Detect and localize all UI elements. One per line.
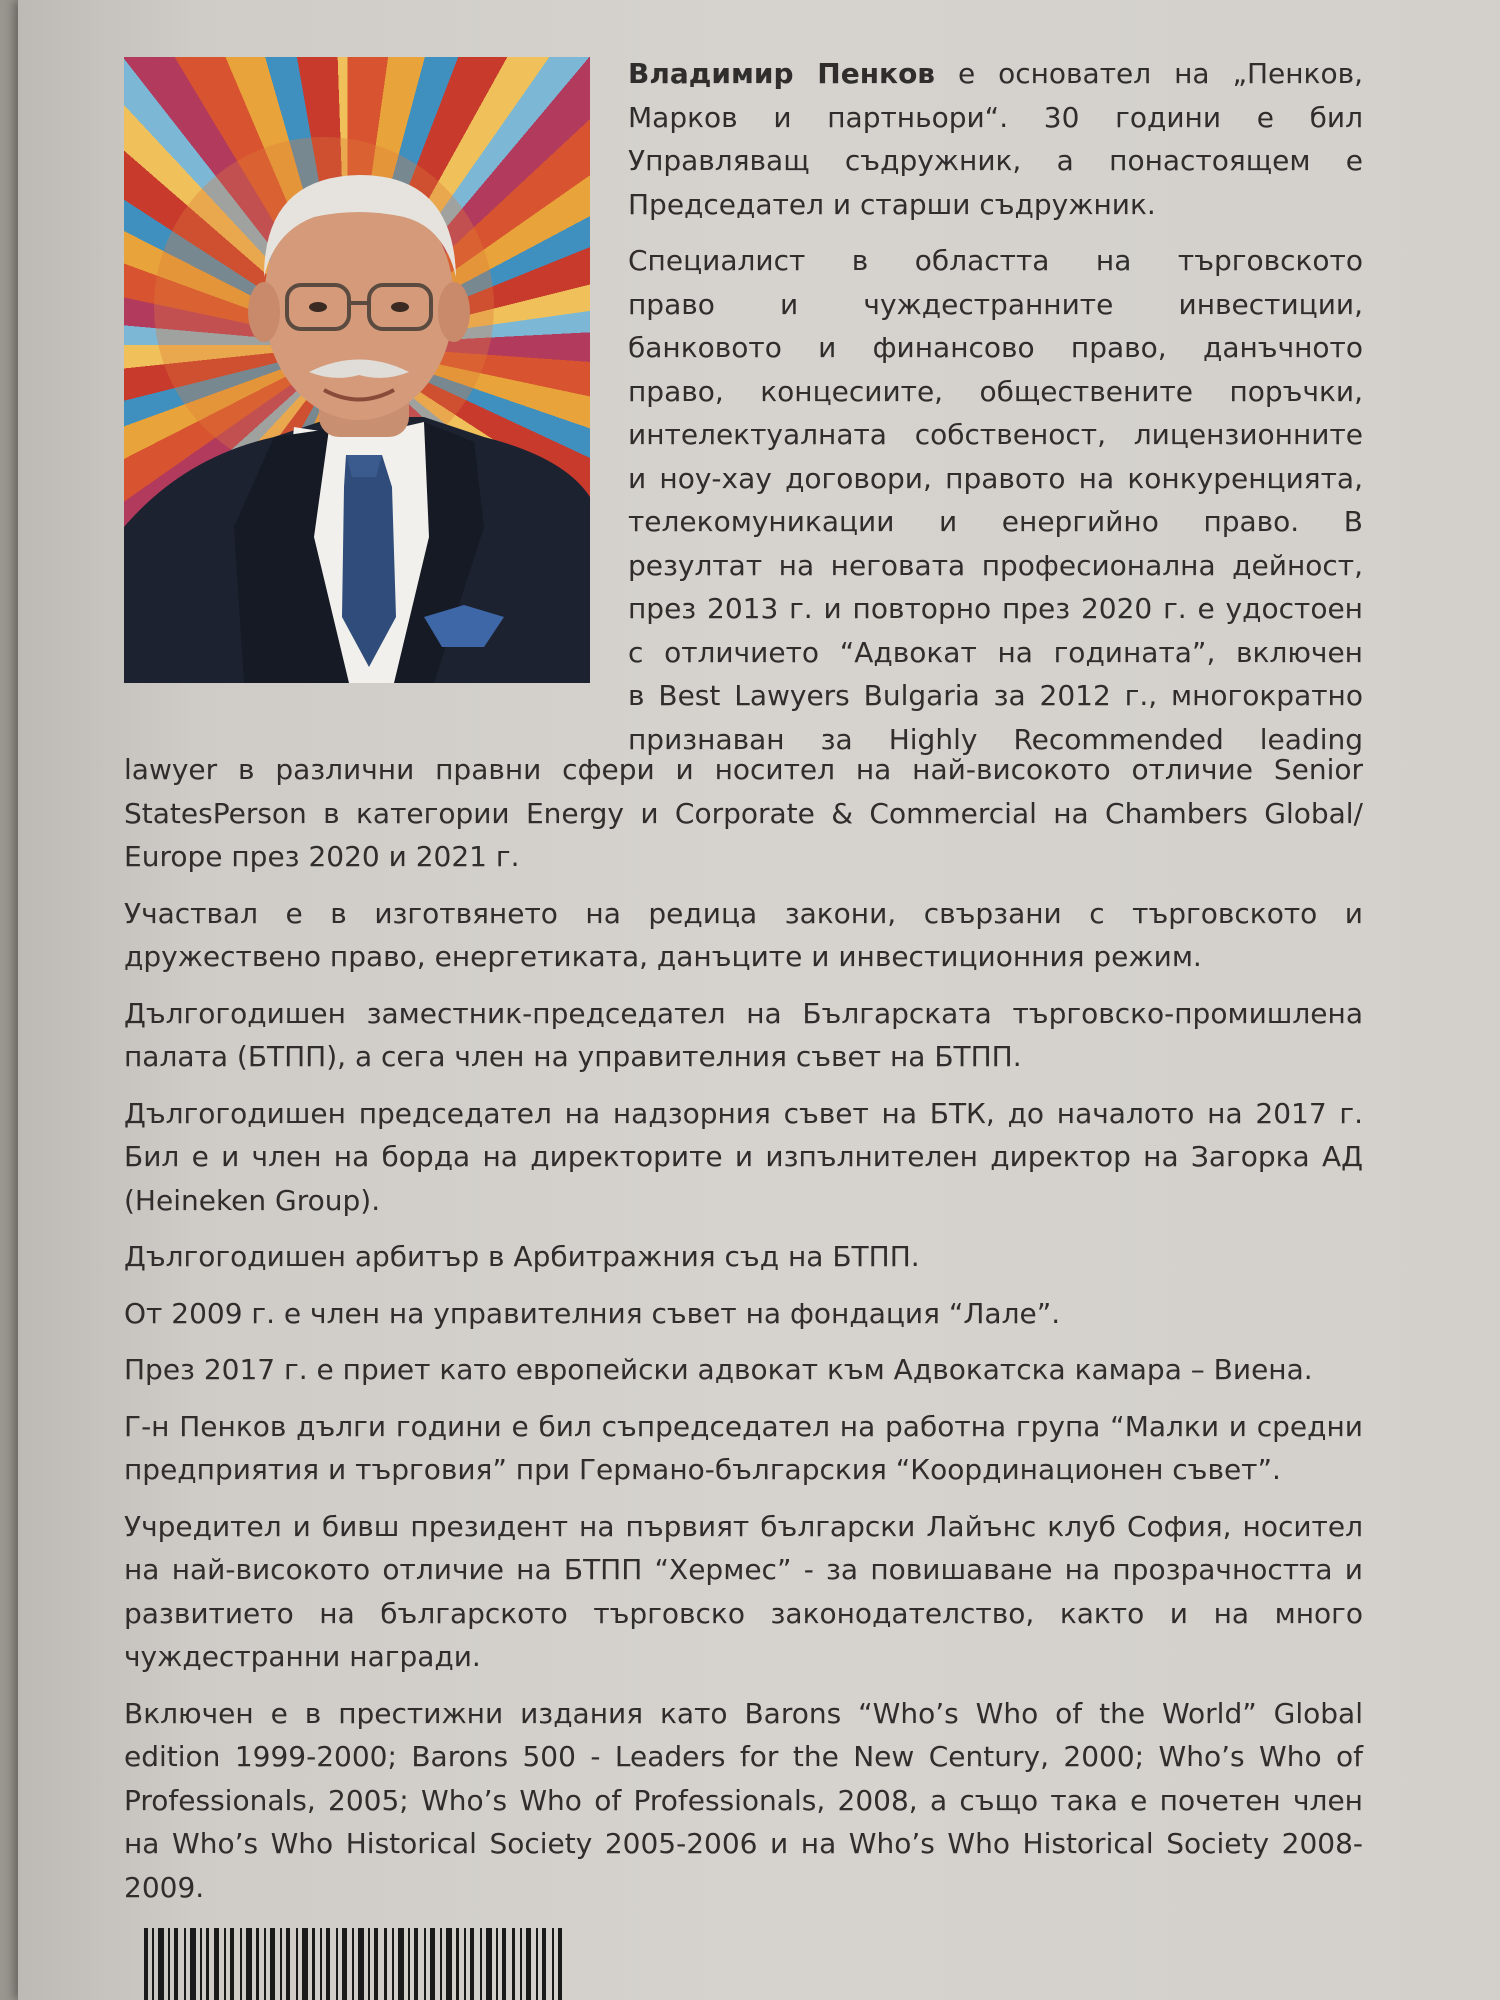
paragraph-working-group: Г-н Пенков дълги години е бил съпредседател на работна група “Малки и средни предприятия и търговия” при Германо-българския “Координационен съвет”. xyxy=(124,1409,1363,1486)
specialist-line: право, концесиите, обществените поръчки, xyxy=(628,374,1363,408)
barcode xyxy=(144,1928,564,2000)
specialist-line: телекомуникации и енергийно право. В xyxy=(628,505,1363,538)
specialist-line: и ноу-хау договори, правото на конкуренцията, xyxy=(628,461,1363,495)
specialist-paragraph xyxy=(628,239,1363,761)
body-text xyxy=(124,748,1363,1922)
paragraph-btpp: Дългогодишен заместник-председател на Българската търговско-промишлена палата (БТПП), а сега член на управителния съвет на БТПП. xyxy=(124,996,1363,1073)
specialist-line: Специалист в областта на търговското xyxy=(628,244,1363,277)
specialist-line: в Best Lawyers Bulgaria за 2012 г., многократно xyxy=(628,679,1363,712)
intro-column xyxy=(628,52,1363,761)
specialist-line: банковото и финансово право, данъчното xyxy=(628,331,1363,364)
paragraph-foundation: От 2009 г. е член на управителния съвет на фондация “Лале”. xyxy=(124,1296,1061,1330)
book-back-cover xyxy=(18,0,1500,2000)
portrait-photo xyxy=(124,57,590,683)
specialist-line: признаван за Highly Recommended leading xyxy=(628,722,1363,756)
paragraph-whos-who: Включен е в престижни издания като Barons “Who’s Who of the World” Global edition 1999-2000; Barons 500 - Leaders for the New Century, 2000; Who’s Who of Professionals, 2005; Who’s Who of Professionals, 2008, а също така е почетен член на Who’s Who Historical Society 2005-2006 и на Who’s Who Historical Society 2008-2009. xyxy=(124,1696,1363,1904)
author-name: Владимир Пенков xyxy=(628,57,936,90)
specialist-line: право и чуждестранните инвестиции, xyxy=(628,287,1363,321)
specialist-line: интелектуалната собственост, лицензионните xyxy=(628,418,1363,451)
paragraph-btk: Дългогодишен председател на надзорния съвет на БТК, до началото на 2017 г. Бил е и член на борда на директорите и изпълнителен директор на Загорка АД (Heineken Group). xyxy=(124,1096,1363,1217)
paragraph-vienna: През 2017 г. е приет като европейски адвокат към Адвокатска камара – Виена. xyxy=(124,1353,1313,1386)
portrait-illustration xyxy=(124,57,590,683)
specialist-line: с отличието “Адвокат на годината”, включен xyxy=(628,635,1363,669)
specialist-line: през 2013 г. и повторно през 2020 г. е удостоен xyxy=(628,592,1363,625)
intro-text: е основател на „Пенков, Марков и партньори“. 30 години е бил Управляващ съдружник, а понастоящем е Председател и старши съдружник. xyxy=(628,57,1363,221)
intro-paragraph xyxy=(628,52,1363,226)
paragraph-laws: Участвал е в изготвянето на редица закони, свързани с търговското и дружествено право, енергетиката, данъците и инвестиционния режим. xyxy=(124,896,1363,973)
specialist-line: резултат на неговата професионална дейност, xyxy=(628,548,1363,582)
paragraph-arbitrator: Дългогодишен арбитър в Арбитражния съд на БТПП. xyxy=(124,1240,920,1273)
paragraph-lions-club: Учредител и бивш президент на първият български Лайънс клуб София, носител на най-високото отличие на БТПП “Хермес” - за повишаване на прозрачността и развитието на българското търговско законодателство, както и на много чуждестранни награди. xyxy=(124,1509,1363,1673)
specialist-continuation: lawyer в различни правни сфери и носител на най-високото отличие Senior StatesPerson в категории Energy и Corporate & Commercial на Chambers Global/ Europe през 2020 и 2021 г. xyxy=(124,753,1363,873)
